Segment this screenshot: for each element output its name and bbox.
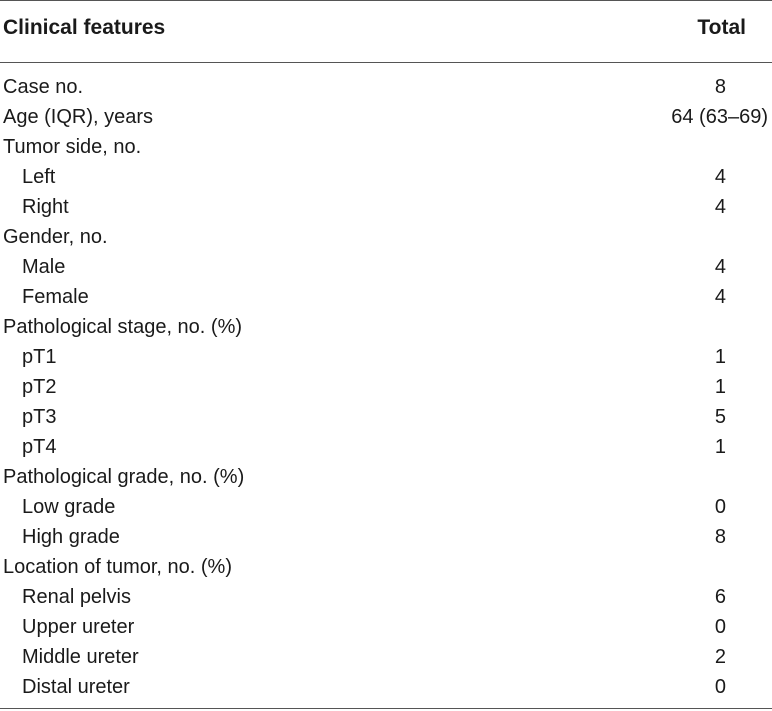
- row-label: Pathological stage, no. (%): [3, 316, 243, 338]
- row-label: Age (IQR), years: [3, 106, 154, 128]
- row-label: Location of tumor, no. (%): [3, 556, 233, 578]
- row-label: Upper ureter: [22, 616, 135, 638]
- table-row: [0, 312, 772, 342]
- table-row: [0, 102, 772, 132]
- table-row: [0, 72, 772, 102]
- row-value: 0: [714, 616, 726, 638]
- table-row: [0, 252, 772, 282]
- row-value: 6: [714, 586, 726, 608]
- row-label: pT1: [22, 346, 57, 368]
- table-row: [0, 672, 772, 702]
- table-row: [0, 192, 772, 222]
- row-label: Female: [22, 286, 89, 308]
- table-row: [0, 402, 772, 432]
- row-label: pT3: [22, 406, 57, 428]
- row-label: Male: [22, 256, 66, 278]
- row-value: 4: [714, 166, 726, 188]
- row-value: 1: [714, 436, 726, 458]
- column-header-clinical-features: Clinical features: [3, 16, 166, 39]
- table-header-rule: [0, 62, 772, 63]
- row-value: 1: [714, 376, 726, 398]
- row-label: High grade: [22, 526, 120, 548]
- row-label: Tumor side, no.: [3, 136, 142, 158]
- row-value: 1: [714, 346, 726, 368]
- row-label: Distal ureter: [22, 676, 130, 698]
- row-value: 64 (63–69): [671, 106, 768, 128]
- table-row: [0, 522, 772, 552]
- table-row: [0, 552, 772, 582]
- table-header: [0, 0, 772, 62]
- table-body: [0, 72, 772, 702]
- row-value: 0: [714, 676, 726, 698]
- table-row: [0, 492, 772, 522]
- row-label: Middle ureter: [22, 646, 139, 668]
- table-row: [0, 132, 772, 162]
- row-label: Renal pelvis: [22, 586, 131, 608]
- table-bottom-rule: [0, 708, 772, 709]
- table-row: [0, 372, 772, 402]
- row-label: pT2: [22, 376, 57, 398]
- table-row: [0, 462, 772, 492]
- table-row: [0, 342, 772, 372]
- table-row: [0, 222, 772, 252]
- row-label: pT4: [22, 436, 57, 458]
- table-row: [0, 162, 772, 192]
- row-value: 8: [714, 526, 726, 548]
- row-label: Low grade: [22, 496, 116, 518]
- row-label: Right: [22, 196, 69, 218]
- row-value: 4: [714, 196, 726, 218]
- row-value: 4: [714, 286, 726, 308]
- table-row: [0, 582, 772, 612]
- row-value: 0: [714, 496, 726, 518]
- table-row: [0, 612, 772, 642]
- row-value: 5: [714, 406, 726, 428]
- table-row: [0, 432, 772, 462]
- table-row: [0, 282, 772, 312]
- row-value: 4: [714, 256, 726, 278]
- row-value: 2: [714, 646, 726, 668]
- row-value: 8: [714, 76, 726, 98]
- row-label: Pathological grade, no. (%): [3, 466, 245, 488]
- column-header-total: Total: [697, 16, 746, 39]
- row-label: Case no.: [3, 76, 84, 98]
- row-label: Gender, no.: [3, 226, 108, 248]
- table-row: [0, 642, 772, 672]
- row-label: Left: [22, 166, 56, 188]
